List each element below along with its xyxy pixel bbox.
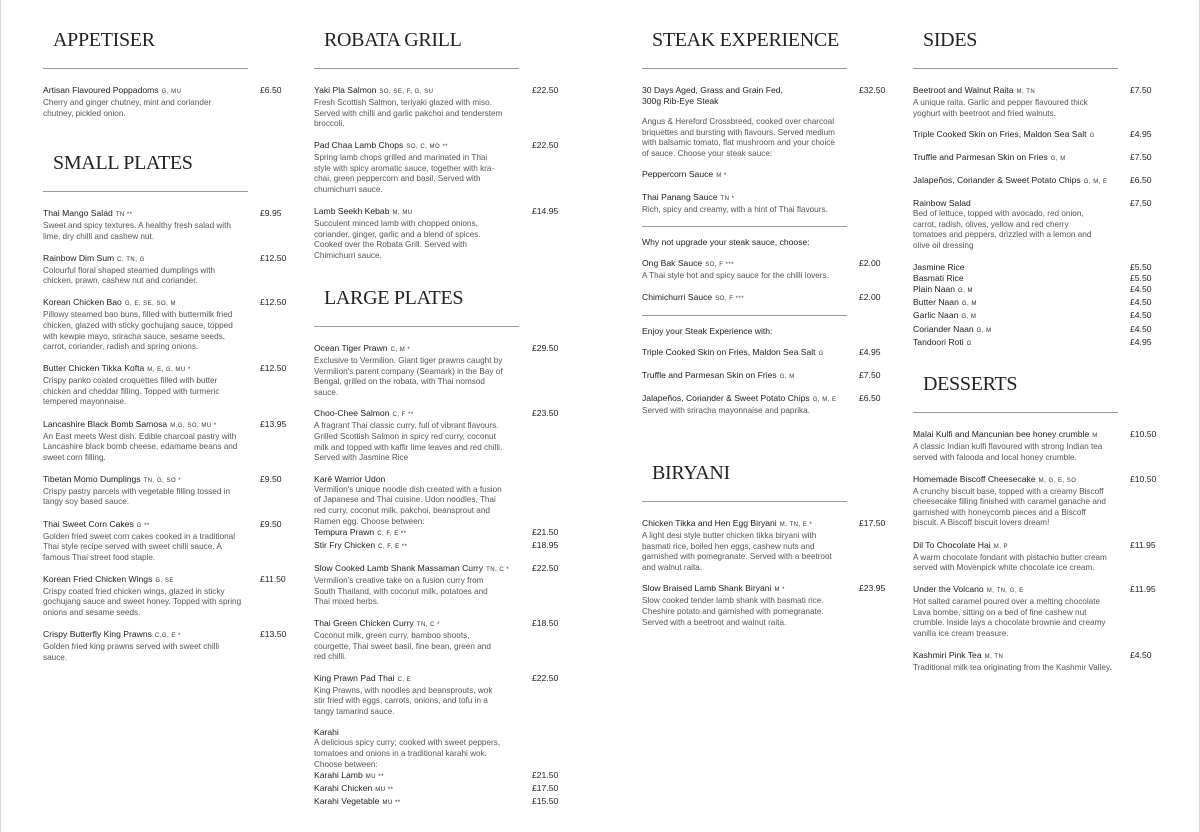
menu-item [43, 574, 293, 619]
allergen-codes: M, TN, E * [779, 522, 813, 528]
allergen-codes: SO, C, MO ** [406, 144, 449, 151]
menu-item [314, 140, 564, 195]
item-description: Bed of lettuce, topped with avocado, red onion, carrot, radish, olives, yellow and red cherry tomatoes and peppers, drizzled with a lemon and olive oil dressing [913, 209, 1092, 250]
steak-main [642, 85, 892, 159]
sides-list [913, 85, 1163, 252]
item-price: £9.50 [260, 473, 282, 484]
item-price: £29.50 [532, 343, 559, 353]
appetiser-list [43, 85, 293, 119]
item-price: £22.50 [532, 672, 559, 683]
allergen-codes: G ** [136, 522, 150, 529]
item-description: A crunchy biscuit base, topped with a creamy Biscoff cheesecake filling finished with caramel ganache and garnished with honeycomb pieces and a Biscoff biscuit. A Biscoff biscuit lovers dream! [913, 486, 1106, 528]
menu-item [314, 343, 564, 398]
allergen-codes: SO, F *** [705, 261, 735, 268]
item-name: Homemade Biscoff Cheesecake M, G, E, SO [913, 473, 1077, 484]
menu-item [913, 198, 1163, 251]
allergen-codes: G [1089, 133, 1095, 140]
item-price: £6.50 [859, 392, 881, 403]
section-divider [913, 68, 1118, 69]
item-price: £4.50 [1130, 297, 1152, 308]
menu-item [43, 363, 293, 408]
item-name: Ocean Tiger Prawn C, M * [314, 343, 411, 353]
allergen-codes: C, F, E ** [377, 531, 407, 538]
allergen-codes: C,G, E * [154, 633, 181, 640]
section-large-plates [314, 286, 564, 819]
allergen-codes: C, TN, G [117, 256, 145, 263]
item-description: A warm chocolate fondant with pistachio butter cream served with Movenpick white chocolate ice cream. [913, 552, 1107, 573]
menu-item [43, 474, 293, 508]
menu-item [314, 727, 564, 809]
menu-item [913, 85, 1163, 119]
column-1 [43, 0, 293, 832]
steak-list [642, 85, 892, 416]
item-description: Pillowy steamed bao buns, filled with buttermilk fried chicken, glazed with sticky gochujang sauce, topped with kewpie mayo, sriracha sauce, sesame seeds, carrot, coriander, radish and spring onions. [43, 310, 233, 352]
item-description: King Prawns, with noodles and beansprouts, wok stir fried with eggs, carrots, onions, and tofu in a tangy tamarind sauce. [314, 685, 493, 716]
menu-item [642, 192, 892, 216]
section-title-sides: SIDES [923, 29, 978, 51]
steak-extras [642, 347, 892, 417]
allergen-codes: M, MU [392, 210, 413, 217]
menu-item [642, 258, 892, 282]
menu-item [913, 429, 1163, 463]
allergen-codes: M * [716, 173, 727, 180]
item-name: Beetroot and Walnut Raita M, TN [913, 85, 1036, 95]
allergen-codes: M, E, G, MU * [147, 367, 191, 374]
section-divider [642, 68, 847, 69]
item-price: £17.50 [532, 783, 559, 794]
item-name: Yaki Pla Salmon SO, SE, F, G, SU [314, 85, 434, 95]
item-description: Crispy pastry parcels with vegetable filling tossed in tangy soy based sauce. [43, 486, 231, 507]
item-name: Thai Green Chicken Curry TN, C * [314, 617, 440, 628]
section-title-robata: ROBATA GRILL [324, 29, 462, 51]
allergen-codes: M, TN [984, 654, 1004, 661]
menu-item [43, 253, 293, 287]
menu-item [913, 129, 1163, 142]
menu-item [314, 85, 564, 130]
item-description: Succulent minced lamb with chopped onions, coriander, ginger, garlic and a blend of spices. Cooked over the Robata Grill. Served with Chimichurri sauce. [314, 219, 481, 260]
item-price: £5.50 [1130, 261, 1152, 272]
item-description: Crispy panko coated croquettes filled with butter chicken and cheddar filling. Topped with turmeric tempered mayonnaise. [43, 376, 220, 407]
item-price: £15.50 [532, 796, 559, 807]
allergen-codes: M, P [993, 543, 1009, 550]
item-name: Kashmiri Pink Tea M, TN [913, 650, 1004, 661]
section-divider [314, 68, 519, 69]
allergen-codes: C, F, E ** [378, 544, 408, 551]
allergen-codes: TN * [720, 196, 735, 203]
item-price: £11.95 [1130, 584, 1156, 595]
allergen-codes: TN, C * [416, 621, 440, 628]
item-price: £18.50 [532, 617, 559, 628]
item-price: £7.50 [1130, 85, 1152, 95]
allergen-codes: G, M [1050, 156, 1066, 163]
item-price: £4.50 [1130, 323, 1152, 334]
item-description: Slow cooked tender lamb shank with basmati rice. Cheshire potato and garnished with pomegranate. Served with a beetroot and walnut raita. [642, 596, 824, 627]
item-price: £5.50 [1130, 272, 1152, 283]
side-list-item: Coriander Naan G, M £4.50 [913, 323, 1152, 334]
allergen-codes: SO, SE, F, G, SU [379, 89, 434, 95]
allergen-codes: C, M * [390, 347, 411, 353]
section-steak [642, 28, 892, 426]
section-divider [43, 68, 248, 69]
sub-item: Stir Fry Chicken C, F, E ** £18.95 [314, 540, 559, 551]
allergen-codes: C, F ** [392, 412, 414, 419]
item-description: Fresh Scottish Salmon, teriyaki glazed with miso. Served with chilli and garlic pakchoi and tenderstem broccoli. [314, 98, 503, 129]
item-price: £11.95 [1130, 539, 1156, 550]
allergen-codes: G, SE [155, 577, 174, 584]
item-description: A light desi style butter chicken tikka biryani with basmati rice, boiled hen eggs, cashew nuts and garnished with pomegranate. Served with a beetroot and walnut raita. [642, 531, 832, 572]
menu-item [642, 292, 892, 305]
item-name: Truffle and Parmesan Skin on Fries G, M [913, 152, 1066, 163]
item-price: £7.50 [859, 369, 881, 380]
allergen-codes: G, M, E [812, 396, 837, 403]
side-list-item: Tandoori Roti G £4.95 [913, 336, 1152, 347]
side-list-item: Basmati Rice £5.50 [913, 272, 1152, 283]
menu-item [913, 152, 1163, 165]
item-price: £12.50 [260, 297, 287, 308]
allergen-codes: TN, G, SO * [143, 477, 182, 484]
item-name: Chicken Tikka and Hen Egg Biryani M, TN, E * [642, 518, 813, 528]
biryani-list [642, 518, 892, 628]
menu-item [43, 519, 293, 564]
item-price: £32.50 [859, 85, 886, 95]
allergen-codes: MU ** [382, 800, 401, 807]
sub-item: Tempura Prawn C, F, E ** £21.50 [314, 527, 559, 538]
divider [642, 226, 847, 227]
allergen-codes: C, E [397, 676, 412, 683]
item-name: Karē Warrior Udon [314, 473, 386, 484]
menu-item [43, 629, 293, 663]
item-name: Chimichurri Sauce SO, F *** [642, 291, 745, 302]
enjoy-label: Enjoy your Steak Experience with: [642, 325, 773, 336]
menu-item [913, 175, 1163, 188]
allergen-codes: G, MU [161, 89, 182, 95]
allergen-codes: SO, F *** [715, 295, 745, 302]
item-description: Spring lamb chops grilled and marinated in Thai style with spicy aromatic sauce, together with kra-chai, green peppercorn and basil. Served with chumichurri sauce. [314, 153, 495, 195]
section-divider [43, 191, 248, 192]
item-name: Under the Volcano M, TN, G, E [913, 584, 1024, 595]
side-list-item: Jasmine Rice £5.50 [913, 261, 1152, 272]
menu-item [913, 540, 1163, 574]
item-description: Golden fried sweet corn cakes cooked in a traditional Thai style recipe served with sweet chilli sauce. A famous Thai street food staple. [43, 531, 236, 562]
item-price: £10.50 [1130, 429, 1157, 439]
page-edge-left [0, 0, 1, 832]
item-description: A delicious spicy curry; cooked with sweet peppers, tomatoes and onions in a traditional karahi wok. Choose between: [314, 738, 501, 769]
item-description: Vermilion's creative take on a fusion curry from South Thailand, with coconut milk, potatoes and Thai mixed herbs. [314, 576, 488, 607]
item-price: £22.50 [532, 85, 559, 95]
steak-upgrades [642, 258, 892, 305]
steak-sauces [642, 169, 892, 216]
side-list-item: Butter Naan G, M £4.50 [913, 297, 1152, 308]
item-price: £22.50 [532, 563, 559, 574]
item-description: A unique raita. Garlic and pepper flavoured thick yoghurt with beetroot and fried walnuts. [913, 98, 1088, 118]
allergen-codes: G, M [958, 287, 974, 294]
allergen-codes: G, M, E [1083, 179, 1108, 186]
allergen-codes: M, G, E, SO [1038, 477, 1077, 484]
item-description: A fragrant Thai classic curry, full of vibrant flavours. Grilled Scottish Salmon in spicy red curry, coconut milk and topped with kaffir lime leaves and red chilli. Served with Jasmine Rice [314, 421, 503, 463]
item-price: £4.50 [1130, 283, 1152, 294]
item-name: Pad Chaa Lamb Chops SO, C, MO ** [314, 140, 449, 151]
column-3 [642, 0, 892, 832]
section-divider [314, 326, 519, 327]
item-price: £23.95 [859, 583, 886, 594]
section-robata [314, 28, 564, 272]
menu-item [314, 563, 564, 608]
item-description: Coconut milk, green curry, bamboo shoots, courgette, Thai sweet basil, fine bean, green and red chilli. [314, 630, 491, 662]
item-description: A classic Indian kulfi flavoured with strong Indian tea served with falooda and local honey crumble. [913, 442, 1103, 462]
section-divider [642, 501, 847, 502]
item-price: £21.50 [532, 770, 559, 781]
item-price: £18.95 [532, 540, 559, 551]
item-name: Artisan Flavoured Poppadoms G, MU [43, 85, 182, 95]
allergen-codes: M [1092, 433, 1098, 439]
item-name: Rainbow Dim Sum C, TN, G [43, 252, 145, 263]
item-name: Thai Panang Sauce TN * [642, 192, 735, 203]
small-plates-list [43, 208, 293, 663]
allergen-codes: G, E, SE, SO, M [124, 301, 177, 308]
menu-item [913, 584, 1163, 639]
item-price: £7.50 [1130, 198, 1152, 209]
item-name: Slow Cooked Lamb Shank Massaman Curry TN, C * [314, 563, 510, 574]
menu-item [43, 419, 293, 464]
item-price: £22.50 [532, 140, 559, 151]
item-name: Korean Chicken Bao G, E, SE, SO, M [43, 297, 177, 308]
item-description: Angus & Hereford Crossbreed, cooked over charcoal briquettes and bursting with flavours. Served medium with balsamic tomato, flat mushroom and your choice of sauce. Choose your steak sauce: [642, 117, 835, 158]
item-description: A Thai style hot and spicy sauce for the chilli lovers. [642, 270, 829, 280]
desserts-list [913, 429, 1163, 674]
item-price: £9.95 [260, 208, 282, 218]
menu-item [314, 474, 564, 553]
item-description: Rich, spicy and creamy, with a hint of Thai flavours. [642, 205, 828, 215]
sub-item: Karahi Lamb MU ** £21.50 [314, 770, 559, 781]
side-list-item: Plain Naan G, M £4.50 [913, 283, 1152, 294]
item-name: Choo-Chee Salmon C, F ** [314, 408, 414, 419]
item-price: £4.50 [1130, 310, 1152, 321]
allergen-codes: G [966, 340, 972, 347]
menu-item [314, 673, 564, 718]
sub-item: Karahi Vegetable MU ** £15.50 [314, 796, 559, 807]
item-name: 30 Days Aged, Grass and Grain Fed, [642, 85, 783, 95]
allergen-codes: MU ** [365, 774, 384, 781]
item-price: £21.50 [532, 527, 559, 538]
allergen-codes: G [818, 350, 824, 357]
section-biryani [642, 461, 892, 638]
item-price: £10.50 [1130, 473, 1157, 484]
section-divider [913, 412, 1118, 413]
item-name: Tibetan Momo Dumplings TN, G, SO * [43, 473, 182, 484]
sides-compact-list [913, 262, 1163, 350]
allergen-codes: TN ** [115, 212, 133, 218]
item-price: £4.95 [1130, 336, 1152, 347]
menu-item [43, 85, 293, 119]
item-name: Korean Fried Chicken Wings G, SE [43, 573, 174, 584]
item-price: £12.50 [260, 252, 287, 263]
side-list-item: Garlic Naan G, M £4.50 [913, 310, 1152, 321]
allergen-codes: TN, C * [486, 567, 510, 574]
item-price: £11.50 [260, 573, 286, 584]
sub-item: Karahi Chicken MU ** £17.50 [314, 783, 559, 794]
section-title-steak: STEAK EXPERIENCE [652, 29, 839, 51]
section-desserts [913, 372, 1163, 684]
item-name: King Prawn Pad Thai C, E [314, 672, 412, 683]
item-price: £13.95 [260, 418, 287, 429]
item-name: Malai Kulfi and Mancunian bee honey crumble M [913, 429, 1098, 439]
section-title-appetiser: APPETISER [53, 29, 155, 51]
item-name: Jalapeños, Coriander & Sweet Potato Chips G, M, E [642, 392, 837, 403]
item-description: Sweet and spicy textures. A healthy fresh salad with lime, dry chilli and cashew nut. [43, 221, 231, 241]
item-price: £4.50 [1130, 650, 1152, 661]
item-name: Peppercorn Sauce M * [642, 169, 727, 180]
item-price: £4.95 [1130, 129, 1152, 140]
item-description: Colourful floral shaped steamed dumplings with chicken, prawn, cashew nut and coriander. [43, 265, 216, 286]
allergen-codes: M * [774, 587, 785, 594]
allergen-codes: M, TN, G, E [986, 588, 1024, 595]
item-price: £2.00 [859, 257, 881, 268]
item-name: Crispy Butterfly King Prawns C,G, E * [43, 629, 181, 640]
robata-list [314, 85, 564, 262]
item-price: £6.50 [1130, 175, 1152, 186]
menu-item [642, 393, 892, 417]
item-description: Hot salted caramel poured over a melting chocolate Lava bombe, sitting on a bed of fine cashew nut crumble. Inside lays a chocolate brownie and creamy vanilla ice cream treasure. [913, 597, 1106, 639]
column-2 [314, 0, 564, 832]
large-plates-list [314, 343, 564, 809]
item-name-line2: 300g Rib-Eye Steak [642, 96, 719, 106]
menu-item [314, 618, 564, 663]
item-description: Exclusive to Vermilion. Giant tiger prawns caught by Vermilion's parent company (Seamark) in the Bay of Bengal, grilled on the robata, with Thai nomsod sauce. [314, 356, 503, 397]
allergen-codes: M,G, SO, MU * [170, 422, 217, 429]
item-price: £13.50 [260, 629, 287, 640]
item-name: Truffle and Parmesan Skin on Fries G, M [642, 369, 795, 380]
menu-item [314, 408, 564, 463]
item-name: Triple Cooked Skin on Fries, Maldon Sea Salt G [642, 346, 824, 357]
allergen-codes: G, M [976, 327, 992, 334]
menu-item [43, 208, 293, 242]
item-price: £14.95 [532, 206, 559, 217]
item-name: Lamb Seekh Kebab M, MU [314, 206, 413, 217]
allergen-codes: MU ** [375, 787, 394, 794]
section-sides [913, 28, 1163, 350]
item-description: Crispy coated fried chicken wings, glazed in sticky gochujang sauce and sweet honey. Topped with spring onions and sesame seeds. [43, 586, 242, 617]
item-name: Butter Chicken Tikka Kofta M, E, G, MU * [43, 363, 191, 374]
column-4 [913, 0, 1163, 832]
item-price: £2.00 [859, 291, 881, 302]
menu-item [642, 169, 892, 182]
menu-item [642, 347, 892, 360]
item-description: Served with sriracha mayonnaise and paprika. [642, 405, 810, 415]
item-name: Thai Sweet Corn Cakes G ** [43, 518, 150, 529]
section-small-plates [43, 151, 293, 674]
item-description: An East meets West dish. Edible charcoal pastry with Lancashire black bomb cheese, edamame beans and sweet corn filling. [43, 431, 238, 462]
section-title-biryani: BIRYANI [652, 462, 730, 484]
section-appetiser [43, 28, 293, 129]
item-name: Thai Mango Salad TN ** [43, 208, 133, 218]
item-name: Ong Bak Sauce SO, F *** [642, 257, 735, 268]
menu-item [913, 474, 1163, 529]
upgrade-label: Why not upgrade your steak sauce, choose: [642, 236, 810, 247]
item-price: £23.50 [532, 408, 559, 419]
menu-item [314, 206, 564, 261]
item-name: Jalapeños, Coriander & Sweet Potato Chips G, M, E [913, 175, 1108, 186]
item-name: Dil To Chocolate Hai M, P [913, 539, 1009, 550]
item-name: Rainbow Salad [913, 198, 971, 209]
item-price: £4.95 [859, 346, 881, 357]
section-title-desserts: DESSERTS [923, 373, 1018, 395]
item-name: Slow Braised Lamb Shank Biryani M * [642, 583, 785, 594]
allergen-codes: M, TN [1016, 89, 1036, 95]
allergen-codes: G, M [961, 301, 977, 308]
item-price: £7.50 [1130, 152, 1152, 163]
menu-item [642, 583, 892, 628]
menu-item [913, 650, 1163, 674]
item-name: Lancashire Black Bomb Samosa M,G, SO, MU * [43, 418, 217, 429]
item-description: Vermilion's unique noodle dish created with a fusion of Japanese and Thai cuisine. Udon noodles, Thai red curry, coconut milk, pakchoi, beansprout and Ramen egg. Choose between: [314, 484, 502, 526]
item-price: £6.50 [260, 85, 282, 95]
item-price: £9.50 [260, 518, 282, 529]
item-description: Golden fried king prawns served with sweet chilli sauce. [43, 642, 220, 662]
item-price: £17.50 [859, 518, 886, 528]
section-title-large-plates: LARGE PLATES [324, 287, 464, 309]
item-name: Karahi [314, 727, 339, 738]
divider [642, 315, 847, 316]
section-title-small-plates: SMALL PLATES [53, 152, 193, 174]
menu-item [642, 518, 892, 573]
menu-item [43, 297, 293, 352]
item-description: Traditional milk tea originating from the Kashmir Valley. [913, 663, 1112, 673]
menu-item [642, 370, 892, 383]
allergen-codes: G, M [961, 314, 977, 321]
item-description: Cherry and ginger chutney, mint and coriander chutney, pickled onion. [43, 98, 212, 118]
item-name: Triple Cooked Skin on Fries, Maldon Sea Salt G [913, 129, 1095, 140]
allergen-codes: G, M [779, 373, 795, 380]
item-price: £12.50 [260, 363, 287, 374]
